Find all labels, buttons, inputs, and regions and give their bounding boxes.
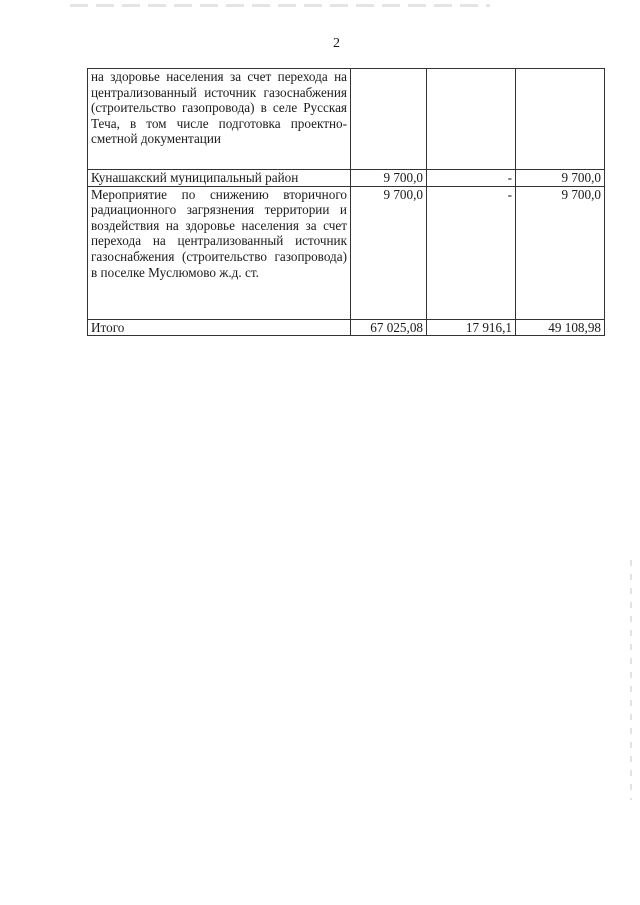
row-federal: - <box>427 186 516 319</box>
table-row <box>88 186 605 319</box>
row-label: Мероприятие по снижению вторичного радиационного загрязнения территории и воздействия на здоровье населения за счет перехода на централизованный источник газоснабжения (строительство газопровода) в поселке Муслюмово ж.д. ст. <box>88 186 351 319</box>
row-regional: 49 108,98 <box>516 319 605 336</box>
row-total: 67 025,08 <box>351 319 427 336</box>
row-total <box>351 69 427 170</box>
row-total: 9 700,0 <box>351 186 427 319</box>
row-label: на здоровье населения за счет перехода на централизованный источник газоснабжения (строительство газопровода) в селе Русская Теча, в том числе подготовка проектно-сметной документации <box>88 69 351 170</box>
row-federal: - <box>427 170 516 187</box>
row-federal <box>427 69 516 170</box>
row-total: 9 700,0 <box>351 170 427 187</box>
table-row <box>88 170 605 187</box>
row-regional: 9 700,0 <box>516 186 605 319</box>
scan-artifact-right <box>630 560 632 800</box>
row-regional <box>516 69 605 170</box>
scan-artifact-top <box>70 4 490 7</box>
row-federal: 17 916,1 <box>427 319 516 336</box>
row-label: Итого <box>88 319 351 336</box>
table-row <box>88 69 605 170</box>
table-row-total <box>88 319 605 336</box>
page-number: 2 <box>333 36 340 51</box>
row-regional: 9 700,0 <box>516 170 605 187</box>
budget-table <box>87 68 605 336</box>
row-label: Кунашакский муниципальный район <box>88 170 351 187</box>
